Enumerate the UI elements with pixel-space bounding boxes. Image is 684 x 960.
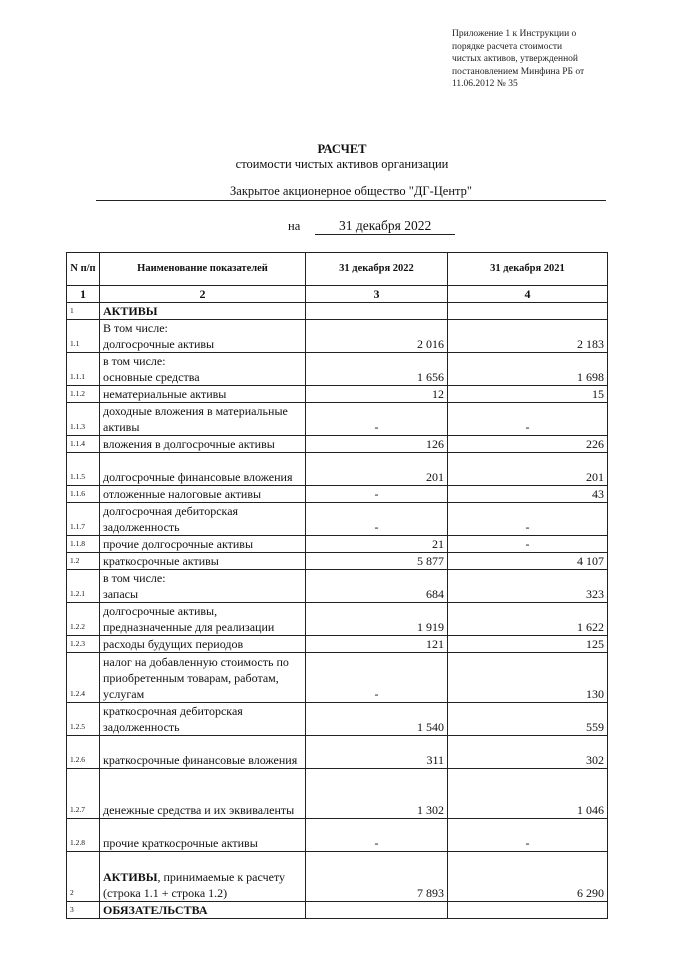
- column-number: 3: [306, 286, 448, 303]
- report-date: 31 декабря 2022: [315, 218, 455, 235]
- table-row: [67, 769, 608, 819]
- appendix-line: постановлением Минфина РБ от: [452, 66, 585, 77]
- row-value: 7 893: [306, 852, 448, 902]
- row-indicator-name: АКТИВЫ: [100, 303, 306, 320]
- row-number: 1.2.8: [67, 819, 100, 852]
- row-value: 323: [448, 570, 608, 603]
- row-number: 1.1.7: [67, 503, 100, 536]
- table-row: [67, 902, 608, 919]
- row-value: 2 016: [306, 320, 448, 353]
- row-value: [448, 902, 608, 919]
- row-value: 6 290: [448, 852, 608, 902]
- row-value: 12: [306, 386, 448, 403]
- column-number: 2: [100, 286, 306, 303]
- row-number: 1.1.6: [67, 486, 100, 503]
- row-value: 311: [306, 736, 448, 769]
- table-row: [67, 320, 608, 353]
- row-value: 126: [306, 436, 448, 453]
- row-value: 226: [448, 436, 608, 453]
- row-value: 201: [306, 453, 448, 486]
- row-value: [306, 303, 448, 320]
- header-col2: 31 декабря 2021: [448, 253, 608, 286]
- row-value: 21: [306, 536, 448, 553]
- appendix-line: Приложение 1 к Инструкции о: [452, 29, 577, 39]
- row-value: 15: [448, 386, 608, 403]
- row-value: -: [306, 503, 448, 536]
- table-row: [67, 436, 608, 453]
- table-row: [67, 653, 608, 703]
- row-value: 5 877: [306, 553, 448, 570]
- row-indicator-name: расходы будущих периодов: [100, 636, 306, 653]
- row-value: 1 540: [306, 703, 448, 736]
- row-indicator-name: вложения в долгосрочные активы: [100, 436, 306, 453]
- organization-name: Закрытое акционерное общество "ДГ-Центр": [96, 184, 606, 201]
- row-indicator-name: отложенные налоговые активы: [100, 486, 306, 503]
- row-value: -: [306, 486, 448, 503]
- row-indicator-name: прочие краткосрочные активы: [100, 819, 306, 852]
- row-number: 1.1.3: [67, 403, 100, 436]
- appendix-line: чистых активов, утвержденной: [452, 54, 579, 64]
- row-value: 302: [448, 736, 608, 769]
- table-body: [67, 303, 608, 919]
- table-row: [67, 503, 608, 536]
- row-value: 1 046: [448, 769, 608, 819]
- table-row: [67, 536, 608, 553]
- row-value: 1 656: [306, 353, 448, 386]
- row-indicator-name: в том числе: запасы: [100, 570, 306, 603]
- row-number: 1.1.5: [67, 453, 100, 486]
- row-value: 1 622: [448, 603, 608, 636]
- table-row: [67, 703, 608, 736]
- table-row: [67, 553, 608, 570]
- table-row: [67, 852, 608, 902]
- row-number: 1.1.4: [67, 436, 100, 453]
- column-numbers-row: [67, 286, 608, 303]
- row-number: 1.2.4: [67, 653, 100, 703]
- row-value: 684: [306, 570, 448, 603]
- row-value: 1 919: [306, 603, 448, 636]
- row-indicator-name: в том числе: основные средства: [100, 353, 306, 386]
- header-name: Наименование показателей: [100, 253, 306, 286]
- table-row: [67, 303, 608, 320]
- row-value: 125: [448, 636, 608, 653]
- date-prefix: на: [288, 219, 301, 233]
- row-indicator-name: доходные вложения в материальные активы: [100, 403, 306, 436]
- row-value: 201: [448, 453, 608, 486]
- row-number: 1.2.1: [67, 570, 100, 603]
- header-num: N п/п: [67, 253, 100, 286]
- row-number: 1.1.2: [67, 386, 100, 403]
- row-value: -: [306, 653, 448, 703]
- row-indicator-name: краткосрочные финансовые вложения: [100, 736, 306, 769]
- row-number: 1.1: [67, 320, 100, 353]
- row-indicator-name: В том числе: долгосрочные активы: [100, 320, 306, 353]
- row-value: -: [306, 403, 448, 436]
- row-number: 1: [67, 303, 100, 320]
- appendix-note: [452, 28, 652, 91]
- row-value: -: [448, 403, 608, 436]
- row-number: 1.2.6: [67, 736, 100, 769]
- row-value: 130: [448, 653, 608, 703]
- table-row: [67, 570, 608, 603]
- table-row: [67, 386, 608, 403]
- appendix-line: 11.06.2012 № 35: [452, 79, 518, 89]
- row-value: [448, 303, 608, 320]
- row-number: 1.1.1: [67, 353, 100, 386]
- table-row: [67, 453, 608, 486]
- row-number: 1.2.7: [67, 769, 100, 819]
- row-indicator-name: долгосрочные активы, предназначенные для реализации: [100, 603, 306, 636]
- table-row: [67, 736, 608, 769]
- row-indicator-name: денежные средства и их эквиваленты: [100, 769, 306, 819]
- header-row: [67, 253, 608, 286]
- row-number: 1.2.5: [67, 703, 100, 736]
- row-number: 1.1.8: [67, 536, 100, 553]
- row-value: -: [448, 536, 608, 553]
- row-number: 1.2: [67, 553, 100, 570]
- table-row: [67, 486, 608, 503]
- row-value: [306, 902, 448, 919]
- appendix-line: порядке расчета стоимости: [452, 41, 563, 52]
- row-indicator-name: прочие долгосрочные активы: [100, 536, 306, 553]
- row-number: 1.2.3: [67, 636, 100, 653]
- row-indicator-name: краткосрочные активы: [100, 553, 306, 570]
- row-number: 3: [67, 902, 100, 919]
- row-number: 2: [67, 852, 100, 902]
- row-indicator-name: долгосрочные финансовые вложения: [100, 453, 306, 486]
- row-value: -: [448, 819, 608, 852]
- row-indicator-name: нематериальные активы: [100, 386, 306, 403]
- table-row: [67, 636, 608, 653]
- row-value: 2 183: [448, 320, 608, 353]
- table-row: [67, 603, 608, 636]
- document-subtitle: стоимости чистых активов организации: [235, 157, 449, 171]
- row-value: 121: [306, 636, 448, 653]
- column-number: 4: [448, 286, 608, 303]
- document-title: РАСЧЕТ: [317, 142, 367, 156]
- row-indicator-name: ОБЯЗАТЕЛЬСТВА: [100, 902, 306, 919]
- net-assets-table: [66, 252, 608, 919]
- row-indicator-name: АКТИВЫ, принимаемые к расчету (строка 1.1 + строка 1.2): [100, 852, 306, 902]
- row-name-bold: АКТИВЫ: [103, 870, 158, 884]
- row-number: 1.2.2: [67, 603, 100, 636]
- table-row: [67, 353, 608, 386]
- row-value: -: [306, 819, 448, 852]
- row-indicator-name: налог на добавленную стоимость по приобретенным товарам, работам, услугам: [100, 653, 306, 703]
- table-row: [67, 819, 608, 852]
- row-indicator-name: краткосрочная дебиторская задолженность: [100, 703, 306, 736]
- row-value: -: [448, 503, 608, 536]
- row-value: 4 107: [448, 553, 608, 570]
- header-col1: 31 декабря 2022: [306, 253, 448, 286]
- row-value: 1 698: [448, 353, 608, 386]
- column-number: 1: [67, 286, 100, 303]
- row-indicator-name: долгосрочная дебиторская задолженность: [100, 503, 306, 536]
- row-value: 559: [448, 703, 608, 736]
- row-value: 1 302: [306, 769, 448, 819]
- row-value: 43: [448, 486, 608, 503]
- date-row: [288, 218, 455, 235]
- table-row: [67, 403, 608, 436]
